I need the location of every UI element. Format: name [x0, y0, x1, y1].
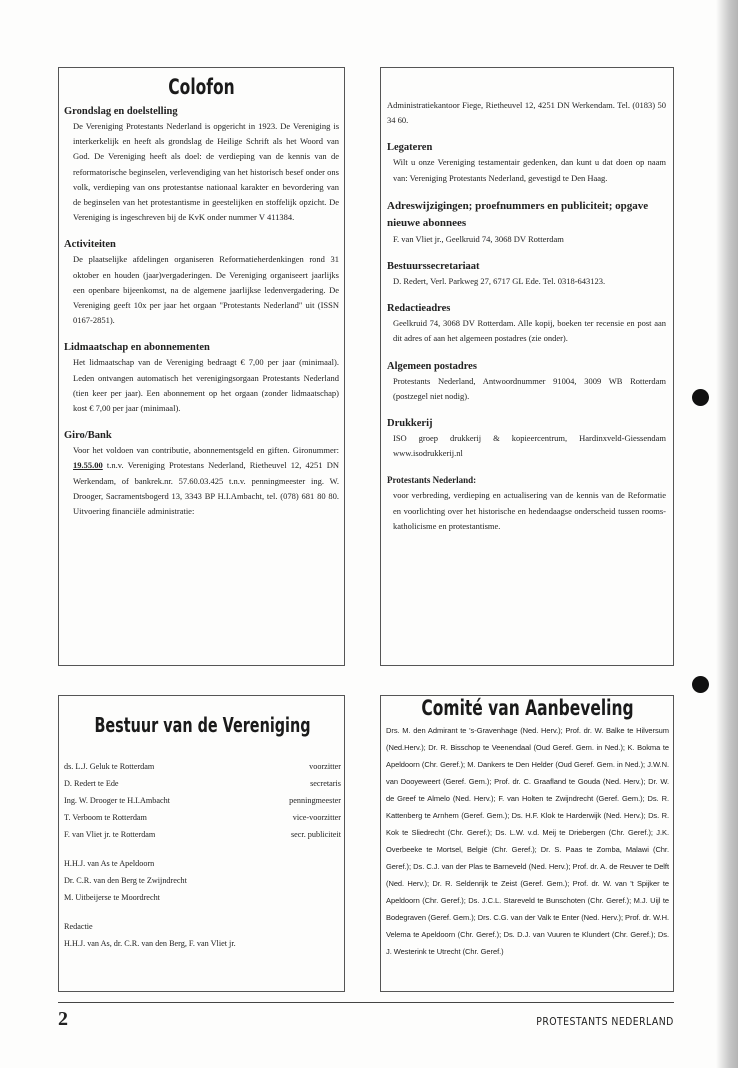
- section-heading: Redactieadres: [387, 303, 451, 315]
- section-body: Geelkruid 74, 3068 DV Rotterdam. Alle kopij, boeken ter recensie en post aan dit adres of aan het algemeen postadres (zie onder).: [393, 318, 666, 344]
- section-heading: Algemeen postadres: [387, 360, 477, 372]
- comite-box: [380, 695, 674, 992]
- member-name: F. van Vliet jr. te Rotterdam: [64, 830, 156, 839]
- giro-section: [64, 428, 339, 519]
- punch-hole-icon: [692, 676, 709, 693]
- board-member-row: [64, 809, 341, 826]
- member-name: D. Redert te Ede: [64, 779, 119, 788]
- board-member-row: [64, 775, 341, 792]
- redactie-label: Redactie: [64, 922, 93, 931]
- giro-number: 19.55.00: [73, 460, 103, 471]
- contact-box: [380, 67, 674, 666]
- member-name: T. Verboom te Rotterdam: [64, 813, 147, 822]
- punch-hole-icon: [692, 389, 709, 406]
- section-body: Het lidmaatschap van de Vereniging bedraagt € 7,00 per jaar (minimaal). Leden ontvangen automatisch het verenigingsorgaan Protestants Nederland (tien keer per jaar). Een abonnement op het orgaan (zonder lidmaatschap) kost € 7,00 per jaar (minimaal).: [73, 357, 339, 414]
- section-body: ISO groep drukkerij & kopieercentrum, Hardinxveld-Giessendam www.isodrukkerij.nl: [393, 433, 666, 459]
- section-body: Protestants Nederland, Antwoordnummer 91004, 3009 WB Rotterdam (postzegel niet nodig).: [393, 375, 666, 401]
- contact-section: [387, 198, 666, 247]
- contact-section: [387, 416, 666, 461]
- section-heading: Drukkerij: [387, 418, 433, 430]
- section-body: De plaatselijke afdelingen organiseren Reformatieherdenkingen rond 31 oktober en houden (jaar)vergaderingen. De Vereniging organiseert jaarlijks een openbare bijeenkomst, na de algemene jaarlijkse ledenvergadering. De Vereniging geeft 10x per jaar het orgaan "Protestants Nederland" uit (ISSN 0167-2851).: [73, 254, 339, 326]
- board-member-extra: Dr. C.R. van den Berg te Zwijndrecht: [64, 876, 187, 885]
- page-number: 2: [58, 1008, 68, 1030]
- section-heading: Adreswijzigingen; proefnummers en publiciteit; opgave nieuwe abonnees: [387, 199, 649, 229]
- member-name: Ing. W. Drooger te H.I.Ambacht: [64, 796, 170, 805]
- spacer: [64, 843, 341, 855]
- colofon-section: [64, 340, 339, 416]
- giro-heading: Giro/Bank: [64, 430, 112, 442]
- member-name: ds. L.J. Geluk te Rotterdam: [64, 762, 155, 771]
- colofon-box: [58, 67, 345, 666]
- section-body: F. van Vliet jr., Geelkruid 74, 3068 DV Rotterdam: [393, 233, 564, 244]
- administratie-text: Administratiekantoor Fiege, Rietheuvel 12, 4251 DN Werkendam. Tel. (0183) 50 34 60.: [387, 100, 666, 126]
- contact-section: [387, 359, 666, 404]
- member-role: voorzitter: [309, 762, 341, 771]
- contact-section: [387, 301, 666, 346]
- footer-divider: [58, 1002, 674, 1003]
- contact-section: [387, 259, 666, 289]
- giro-body: [64, 443, 339, 519]
- section-body: Wilt u onze Vereniging testamentair gedenken, dan kunt u dat doen op naam van: Vereniging Protestants Nederland, gevestigd te Den Haag.: [393, 157, 666, 183]
- member-role: vice-voorzitter: [292, 813, 341, 822]
- board-member-extra: M. Uitbeijerse te Moordrecht: [64, 893, 160, 902]
- board-member-row: [64, 758, 341, 775]
- section-body: voor verbreding, verdieping en actualisering van de kennis van de Reformatie en voorlichting over het historische en hedendaagse onderscheid tussen rooms-katholicisme en protestantisme.: [393, 490, 666, 531]
- section-heading: Activiteiten: [64, 239, 116, 251]
- section-heading: Protestants Nederland:: [387, 475, 477, 486]
- comite-title: Comité van Aanbeveling: [421, 696, 634, 720]
- member-role: secretaris: [310, 779, 341, 788]
- section-heading: Bestuurssecretariaat: [387, 261, 480, 273]
- bestuur-box: [58, 695, 345, 992]
- giro-text-after: t.n.v. Vereniging Protestans Nederland, Rietheuvel 12, 4251 DN Werkendam, of bankrek.nr. 57.60.03.425 t.n.v. penningmeester ing. W. Drooger, Sacramentsbogerd 13, 3343 BP H.I.Ambacht, tel. (078) 681 80 80. Uitvoering financiële administratie:: [73, 460, 339, 517]
- section-body: D. Redert, Verl. Parkweg 27, 6717 GL Ede. Tel. 0318-643123.: [393, 276, 606, 287]
- contact-intro: [387, 98, 666, 128]
- page-edge-shadow: [716, 0, 738, 1068]
- spacer: [64, 906, 341, 918]
- contact-section: [387, 473, 666, 534]
- giro-text-before: Voor het voldoen van contributie, abonnementsgeld en giften. Gironummer:: [73, 445, 339, 456]
- comite-members-text: Drs. M. den Admirant te 's-Gravenhage (Ned. Herv.); Prof. dr. W. Balke te Hilversum (Ned.Herv.); Dr. R. Bisschop te Veenendaal (Oud Geref. Gem. in Ned.); K. Bokma te Apeldoorn (Chr. Geref.); M. Dankers te Den Helder (Oud Geref. Gem. in Ned.); J.W.N. van Dooyeweert (Geref. Gem.); Prof. dr. C. Graafland te Gouda (Ned. Herv.); Dr. W. de Greef te Almelo (Ned. Herv.); F. van Holten te Zwijndrecht (Geref. Gem.); Ds. R. Kattenberg te Arnhem (Geref. Gem.); Ds. H.F. Klok te Harderwijk (Ned. Herv.); Ds. R. Kok te Sliedrecht (Chr. Geref.); Ds. L.W. v.d. Meij te Driebergen (Chr. Geref.); J.K. Overbeeke te Mortsel, België (Chr. Geref.); Dr. S. Paas te Zomba, Malawi (Chr. Geref.); Ds. C.J. van der Plas te Barneveld (Ned. Herv.); Prof. dr. A. de Reuver te Delft (Ned. Herv.); Dr. R. Seldenrijk te Zeist (Geref. Gem.); Prof. dr. W. van 't Spijker te Apeldoorn (Chr. Geref.); Ds. J.C.L. Stareveld te Bunschoten (Chr. Geref.); M.J. Uijl te Bodegraven (Geref. Gem.); Drs. C.G. van der Valk te Enter (Ned. Herv.); Prof. dr. W.H. Velema te Apeldoorn (Chr. Geref.); Ds. D.J. van Vuuren te Klundert (Chr. Geref.); Ds. J. Westerink te Utrecht (Chr. Geref.): [386, 726, 669, 956]
- section-heading: Grondslag en doelstelling: [64, 106, 178, 117]
- board-member-extra: H.H.J. van As te Apeldoorn: [64, 859, 155, 868]
- member-role: secr. publiciteit: [290, 830, 341, 839]
- member-role: penningmeester: [289, 796, 341, 805]
- bestuur-title: Bestuur van de Vereniging: [94, 713, 311, 737]
- colofon-section: [64, 104, 339, 225]
- board-member-row: [64, 826, 341, 843]
- section-body: De Vereniging Protestants Nederland is opgericht in 1923. De Vereniging is interkerkelijk en heeft als grondslag de Heilige Schrift als het Woord van God. De Vereniging heeft als doel: de verdieping van de kennis van de reformatorische beginselen, verlevendiging van het historisch besef onder ons volk, verdieping van ons protestantse nationaal karakter en bevordering van de beginselen van het protestantisme in geestelijken en stoffelijk opzicht. De Vereniging is ingeschreven bij de KvK onder nummer V 411384.: [73, 121, 339, 223]
- colofon-section: [64, 237, 339, 328]
- board-member-row: [64, 792, 341, 809]
- section-heading: Legateren: [387, 142, 433, 154]
- redactie-members: H.H.J. van As, dr. C.R. van den Berg, F. van Vliet jr.: [64, 939, 236, 948]
- running-title: PROTESTANTS NEDERLAND: [536, 1015, 674, 1028]
- section-heading: Lidmaatschap en abonnementen: [64, 342, 210, 354]
- colofon-title: Colofon: [168, 75, 235, 99]
- contact-section: [387, 140, 666, 185]
